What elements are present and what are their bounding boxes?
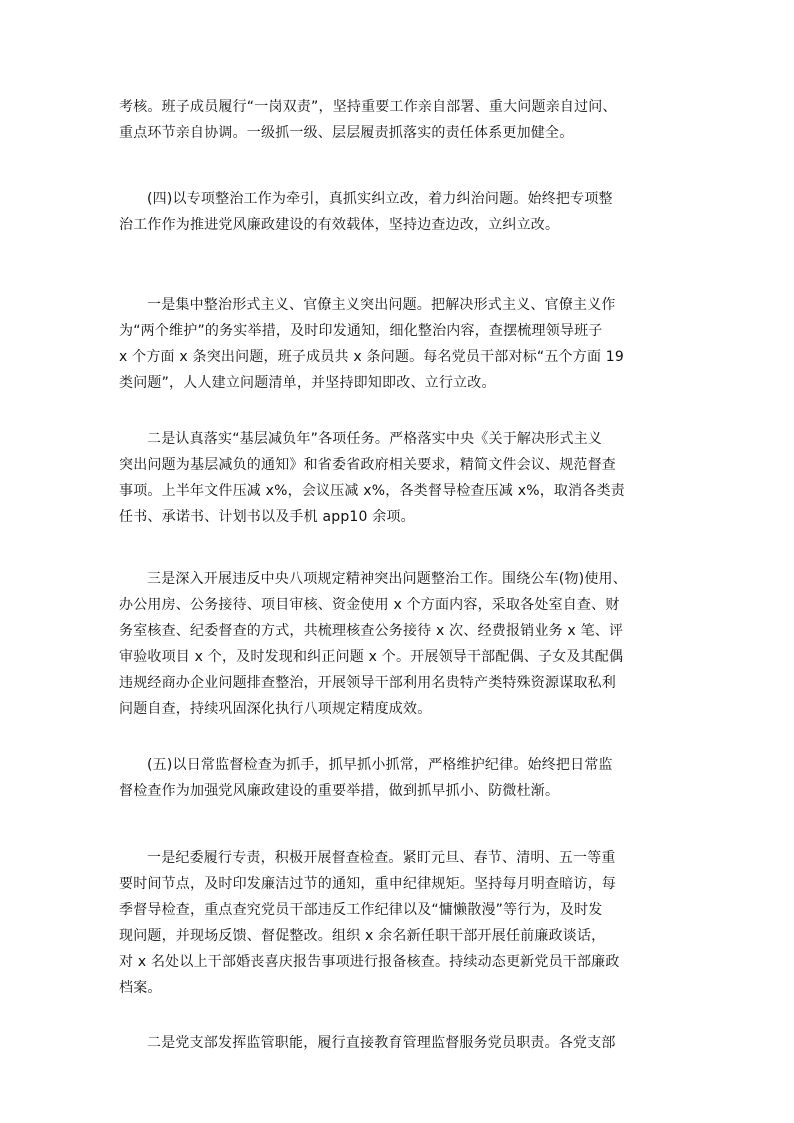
text-line: 重点环节亲自协调。一级抓一级、层层履责抓落实的责任体系更加健全。 xyxy=(119,125,574,141)
text-line: x 个方面 x 条突出问题，班子成员共 x 条问题。每名党员干部对标“五个方面 19 xyxy=(119,349,625,365)
text-line: 务室核查、纪委督查的方式，共梳理核查公务接待 x 次、经费报销业务 x 笔、评 xyxy=(119,623,624,639)
text-line: 二是党支部发挥监管职能，履行直接教育管理监督服务党员职责。各党支部 xyxy=(147,1035,616,1051)
text-line: 现问题，并现场反馈、督促整改。组织 x 余名新任职干部开展任前廉政谈话， xyxy=(119,928,606,944)
paragraph-8 xyxy=(119,1030,679,1056)
paragraph-5 xyxy=(119,566,679,722)
paragraph-2 xyxy=(119,186,679,238)
text-line: 办公用房、公务接待、项目审核、资金使用 x 个方面内容，采取各处室自查、财 xyxy=(119,597,620,613)
text-line: 季督导检查，重点查究党员干部违反工作纪律以及“慵懒散漫”等行为，及时发 xyxy=(119,902,603,918)
text-line: 突出问题为基层减负的通知》和省委省政府相关要求，精简文件会议、规范督查 xyxy=(119,457,616,473)
text-line: 审验收项目 x 个，及时发现和纠正问题 x 个。开展领导干部配偶、子女及其配偶 xyxy=(119,649,624,665)
text-line: 督检查作为加强党风廉政建设的重要举措，做到抓早抓小、防微杜渐。 xyxy=(119,783,560,799)
text-line: 档案。 xyxy=(119,980,162,996)
paragraph-4 xyxy=(119,426,679,530)
text-line: 对 x 名处以上干部婚丧喜庆报告事项进行报备核查。持续动态更新党员干部廉政 xyxy=(119,954,620,970)
text-line: 考核。班子成员履行“一岗双责”，坚持重要工作亲自部署、重大问题亲自过问、 xyxy=(119,99,617,115)
text-line: 为“两个维护”的务实举措，及时印发通知，细化整治内容，查摆梳理领导班子 xyxy=(119,323,603,339)
paragraph-6 xyxy=(119,752,679,804)
text-line: 二是认真落实“基层减负年”各项任务。严格落实中央《关于解决形式主义 xyxy=(147,431,603,447)
text-line: 事项。上半年文件压减 x%，会议压减 x%，各类督导检查压减 x%，取消各类责 xyxy=(119,483,625,499)
text-line: 一是集中整治形式主义、官僚主义突出问题。把解决形式主义、官僚主义作 xyxy=(147,297,616,313)
text-line: 一是纪委履行专责，积极开展督查检查。紧盯元旦、春节、清明、五一等重 xyxy=(147,850,616,866)
text-line: 任书、承诺书、计划书以及手机 app10 余项。 xyxy=(119,509,415,525)
paragraph-3 xyxy=(119,292,679,396)
paragraph-7 xyxy=(119,845,679,1001)
text-line: (五)以日常监督检查为抓手，抓早抓小抓常，严格维护纪律。始终把日常监 xyxy=(147,757,613,773)
text-line: 三是深入开展违反中央八项规定精神突出问题整治工作。围绕公车(物)使用、 xyxy=(147,571,627,587)
text-line: 治工作作为推进党风廉政建设的有效载体，坚持边查边改，立纠立改。 xyxy=(119,217,560,233)
text-line: (四)以专项整治工作为牵引，真抓实纠立改，着力纠治问题。始终把专项整 xyxy=(147,191,613,207)
text-line: 违规经商办企业问题排查整治，开展领导干部利用名贵特产类特殊资源谋取私利 xyxy=(119,675,616,691)
text-line: 类问题”，人人建立问题清单，并坚持即知即改、立行立改。 xyxy=(119,375,496,391)
text-line: 问题自查，持续巩固深化执行八项规定精度成效。 xyxy=(119,701,432,717)
paragraph-1 xyxy=(119,94,679,146)
text-line: 要时间节点，及时印发廉洁过节的通知，重申纪律规矩。坚持每月明查暗访，每 xyxy=(119,876,616,892)
